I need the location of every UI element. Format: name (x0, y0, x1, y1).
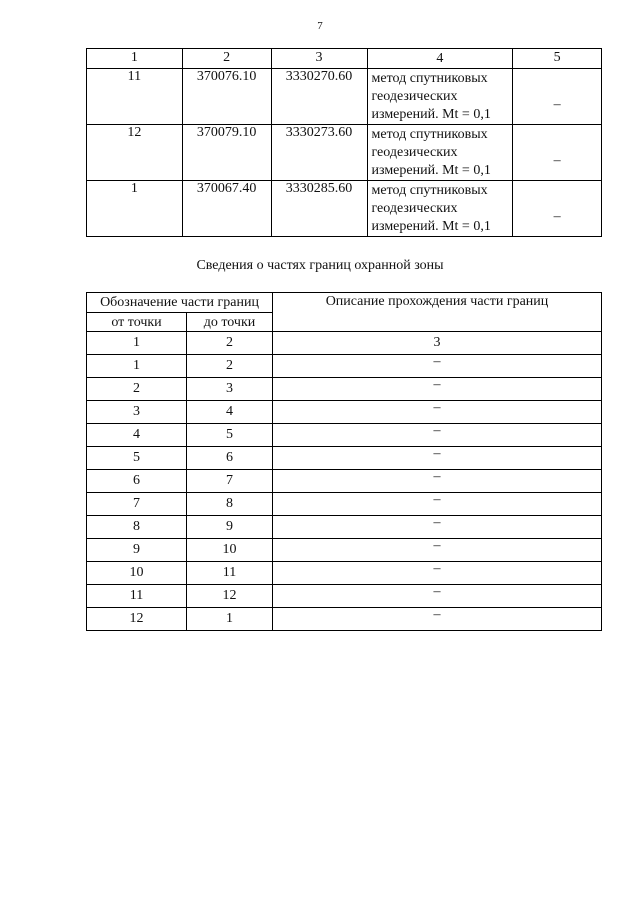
parts-description-cell: – (273, 447, 602, 470)
coordinates-y-cell: 3330270.60 (271, 69, 367, 125)
method-line: геодезических (371, 145, 458, 160)
method-line: измерений. Mt = 0,1 (371, 107, 491, 122)
parts-description-cell: – (273, 470, 602, 493)
parts-description-cell: – (273, 401, 602, 424)
coordinates-header-cell: 4 (367, 49, 513, 69)
parts-description-cell: – (273, 355, 602, 378)
parts-description-cell: – (273, 562, 602, 585)
parts-row (87, 378, 602, 401)
parts-header-group: Обозначение части границ (87, 293, 273, 313)
coordinates-table (86, 48, 602, 237)
parts-from-cell: 2 (87, 378, 187, 401)
parts-from-cell: 3 (87, 401, 187, 424)
coordinates-point-cell: 11 (87, 69, 183, 125)
parts-from-cell: 12 (87, 608, 187, 631)
parts-from-cell: 1 (87, 355, 187, 378)
parts-to-cell: 8 (187, 493, 273, 516)
coordinates-y-cell: 3330273.60 (271, 125, 367, 181)
method-line: метод спутниковых (371, 127, 488, 142)
note-dash: – (553, 96, 561, 112)
parts-row (87, 470, 602, 493)
boundary-parts-table-body (87, 293, 602, 631)
coordinates-method-cell (367, 125, 513, 181)
parts-numbering-cell: 1 (87, 332, 187, 355)
method-line: геодезических (371, 89, 458, 104)
parts-from-cell: 4 (87, 424, 187, 447)
parts-from-cell: 7 (87, 493, 187, 516)
parts-header-to: до точки (187, 313, 273, 332)
parts-description-cell: – (273, 424, 602, 447)
parts-to-cell: 11 (187, 562, 273, 585)
coordinates-method-cell (367, 181, 513, 237)
coordinates-header-cell: 5 (513, 49, 602, 69)
parts-numbering-cell: 3 (273, 332, 602, 355)
parts-row (87, 424, 602, 447)
coordinates-header-row (87, 49, 602, 69)
parts-to-cell: 5 (187, 424, 273, 447)
coordinates-method-cell (367, 69, 513, 125)
method-line: измерений. Mt = 0,1 (371, 163, 491, 178)
parts-row (87, 493, 602, 516)
coordinates-x-cell: 370076.10 (182, 69, 271, 125)
coordinates-note-cell (513, 181, 602, 237)
parts-row (87, 585, 602, 608)
parts-numbering-row (87, 332, 602, 355)
parts-header-row (87, 293, 602, 313)
parts-to-cell: 10 (187, 539, 273, 562)
coordinates-x-cell: 370067.40 (182, 181, 271, 237)
parts-header-from: от точки (87, 313, 187, 332)
parts-numbering-cell: 2 (187, 332, 273, 355)
parts-from-cell: 8 (87, 516, 187, 539)
method-line: метод спутниковых (371, 183, 488, 198)
parts-to-cell: 2 (187, 355, 273, 378)
parts-description-cell: – (273, 378, 602, 401)
coordinates-header-cell: 3 (271, 49, 367, 69)
parts-to-cell: 9 (187, 516, 273, 539)
note-dash: – (553, 152, 561, 168)
coordinates-table-body (87, 49, 602, 237)
coordinates-note-cell (513, 69, 602, 125)
parts-from-cell: 6 (87, 470, 187, 493)
method-line: метод спутниковых (371, 71, 488, 86)
parts-header-description: Описание прохождения части границ (273, 293, 602, 332)
method-line: измерений. Mt = 0,1 (371, 219, 491, 234)
parts-row (87, 539, 602, 562)
parts-to-cell: 7 (187, 470, 273, 493)
note-dash: – (553, 208, 561, 224)
parts-description-cell: – (273, 539, 602, 562)
parts-description-cell: – (273, 585, 602, 608)
coordinates-point-cell: 12 (87, 125, 183, 181)
parts-to-cell: 3 (187, 378, 273, 401)
parts-row (87, 401, 602, 424)
parts-from-cell: 10 (87, 562, 187, 585)
parts-row (87, 608, 602, 631)
coordinates-row (87, 181, 602, 237)
parts-from-cell: 9 (87, 539, 187, 562)
coordinates-header-cell: 1 (87, 49, 183, 69)
parts-to-cell: 1 (187, 608, 273, 631)
coordinates-header-cell: 2 (182, 49, 271, 69)
parts-to-cell: 6 (187, 447, 273, 470)
coordinates-x-cell: 370079.10 (182, 125, 271, 181)
coordinates-y-cell: 3330285.60 (271, 181, 367, 237)
parts-from-cell: 11 (87, 585, 187, 608)
parts-row (87, 516, 602, 539)
parts-description-cell: – (273, 493, 602, 516)
parts-row (87, 562, 602, 585)
parts-from-cell: 5 (87, 447, 187, 470)
coordinates-row (87, 125, 602, 181)
page-number: 7 (317, 20, 323, 32)
boundary-parts-table (86, 292, 602, 631)
parts-row (87, 355, 602, 378)
section-title: Сведения о частях границ охранной зоны (196, 258, 444, 273)
parts-description-cell: – (273, 608, 602, 631)
method-line: геодезических (371, 201, 458, 216)
coordinates-row (87, 69, 602, 125)
coordinates-note-cell (513, 125, 602, 181)
parts-to-cell: 12 (187, 585, 273, 608)
coordinates-point-cell: 1 (87, 181, 183, 237)
parts-row (87, 447, 602, 470)
parts-to-cell: 4 (187, 401, 273, 424)
parts-description-cell: – (273, 516, 602, 539)
